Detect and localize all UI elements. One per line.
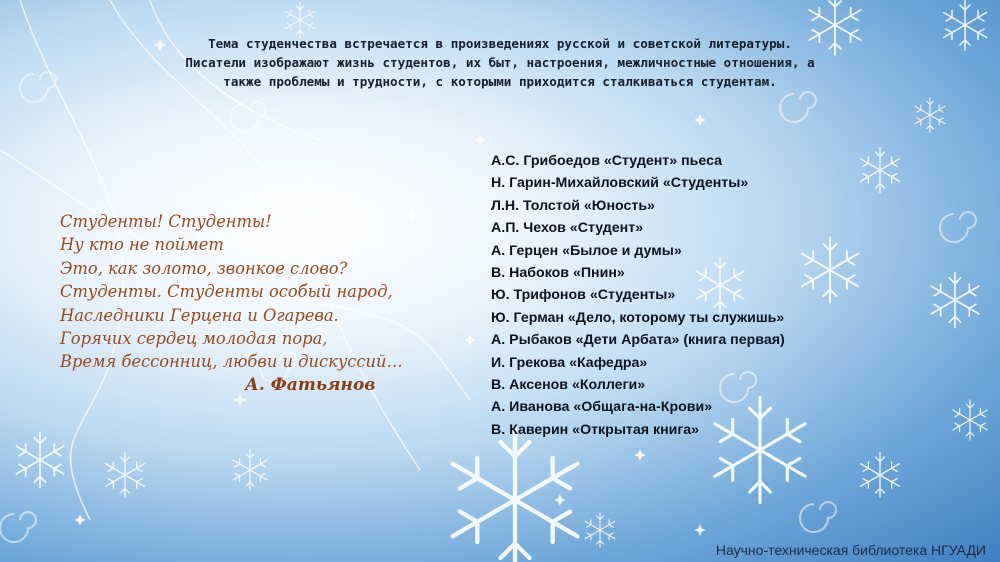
poem-author: А. Фатьянов <box>245 374 376 395</box>
book-item: Н. Гарин-Михайловский «Студенты» <box>491 175 749 192</box>
book-item: В. Аксенов «Коллеги» <box>491 376 646 393</box>
intro-paragraph: Тема студенчества встречается в произведениях русской и советской литературы. Писатели изображают жизнь студентов, их быт, настроения, межличностные отношения, а также проблемы и трудности, с которыми приходится сталкиваться студентам. <box>185 36 815 89</box>
poem-line: Наследники Герцена и Огарева. <box>60 305 339 325</box>
poem-line: Время бессонниц, любви и дискуссий… <box>60 352 403 372</box>
book-item: В. Каверин «Открытая книга» <box>491 421 700 438</box>
poem-line: Студенты! Студенты! <box>60 212 272 231</box>
poem-line: Это, как золото, звонкое слово? <box>60 258 348 278</box>
poem-line: Студенты. Студенты особый народ, <box>60 282 393 302</box>
book-item: А. Рыбаков «Дети Арбата» (книга первая) <box>491 332 785 349</box>
poem-line: Ну кто не поймет <box>60 235 224 255</box>
book-item: Ю. Герман «Дело, которому ты служишь» <box>491 309 785 326</box>
book-item: А. Иванова «Общага-на-Крови» <box>491 399 713 416</box>
poem-line: Горячих сердец молодая пора, <box>60 329 328 349</box>
book-item: А.П. Чехов «Студент» <box>491 220 644 237</box>
poem <box>60 210 420 397</box>
book-item: Л.Н. Толстой «Юность» <box>491 197 655 214</box>
book-item: И. Грекова «Кафедра» <box>491 354 648 371</box>
book-item: Ю. Трифонов «Студенты» <box>491 287 676 304</box>
book-list <box>491 150 871 441</box>
library-footer: Научно-техническая библиотека НГУАДИ <box>715 542 986 558</box>
book-item: А. Герцен «Былое и думы» <box>491 242 682 259</box>
book-item: В. Набоков «Пнин» <box>491 264 625 281</box>
book-item: А.С. Грибоедов «Студент» пьеса <box>491 153 723 169</box>
